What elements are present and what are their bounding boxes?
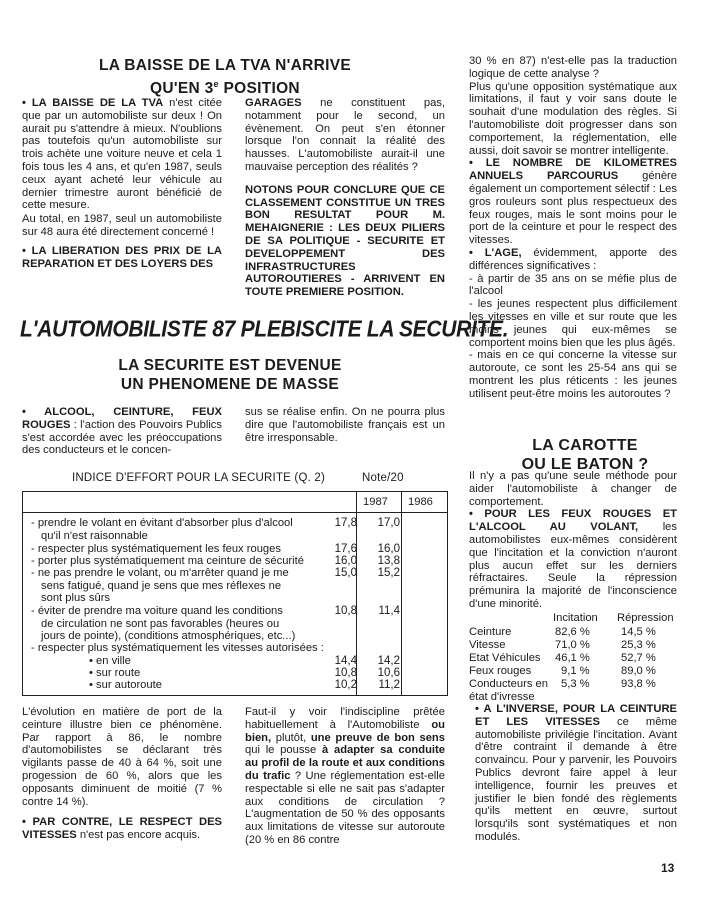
table-cell: 15,0 — [334, 567, 357, 579]
conclusion-paragraph: NOTONS POUR CONCLURE QUE CE CLASSEMENT CONSTITUE UN TRES BON RESULTAT POUR M. MEHAIGNERIE : LES DEUX PILIERS DE SA POLITIQUE - SECURITE ET DEVELOPPEMENT DES INFRASTRUCTURES AUTOROUTIERES - ARRIVENT EN TOUTE PREMIERE POSITION. — [245, 183, 445, 299]
ceinture-paragraph: L'évolution en matière de port de la ceinture illustre bien ce phénomène. Par rapport à 86, le nombre d'automobilistes se déclarant très vigilants passe de 40 à 64 %, soit une progession de 60 %, alors que les opposants diminuent de moitié (7 % contre 14 %). — [22, 706, 222, 808]
age-paragraph: • L'AGE, évidemment, apporte des différences significatives : — [469, 246, 677, 272]
vitesses-paragraph: • PAR CONTRE, LE RESPECT DES VITESSES n'est pas encore acquis. — [22, 816, 222, 842]
table-cell: 15,2 — [377, 567, 400, 579]
col1-top-text — [22, 97, 222, 276]
stats-row: Feux rouges 9,1 % 89,0 % — [469, 665, 656, 677]
top-title-line2: QU'EN 3e POSITION — [150, 79, 300, 98]
col2-mid-text — [245, 406, 445, 450]
table-row: • en ville — [89, 655, 131, 667]
age-bullet-2: - les jeunes respectent plus difficilement les vitesses en ville et sur route que les moins jeunes qui eux-mêmes se comportent moins bien que les plus âgés. — [469, 298, 677, 349]
col1-mid-text — [22, 406, 222, 463]
stats-table — [469, 626, 679, 704]
table-cell: 14,2 — [377, 655, 400, 667]
carotte-title-line1: LA CAROTTE — [532, 437, 638, 454]
table-cell: 10,8 — [334, 667, 357, 679]
col3-lower-text — [469, 470, 677, 611]
methode-paragraph: Il n'y a pas qu'une seule méthode pour aider l'automobiliste à changer de comportement. — [469, 470, 677, 508]
table-cell: 14,4 — [334, 655, 357, 667]
col2-bottom-text — [245, 706, 445, 853]
kilometres-paragraph: • LE NOMBRE DE KILOMETRES ANNUELS PARCOURUS génère également un comportement sélectif : Les gros rouleurs sont plus respectueux des feux rouges, mais le sont moins pour le port de la ceinture et pour le respect des vitesses. — [469, 157, 677, 247]
indiscipline-paragraph: Faut-il y voir l'indiscipline prêtée habituellement à l'Automobiliste ou bien, plutôt, une preuve de bon sens qui le pousse à adapter sa conduite au profil de la route et aux conditions du trafic ? Une réglementation est-elle respectable si elle ne sait pas s'adapter aux conditions de circulation ? L'augmentation de 50 % des opposants aux limitations de vitesse sur autoroute (20 % en 86 contre — [245, 706, 445, 846]
table-row: - ne pas prendre le volant, ou m'arrêter quand je me sens fatigué, quand je sens que mes réflexes ne sont plus sûrs — [31, 567, 289, 605]
table-header-1986: 1986 — [408, 496, 433, 508]
table-cell: 10,6 — [377, 667, 400, 679]
table-row: - porter plus systématiquement ma ceinture de sécurité — [31, 555, 304, 567]
stats-row: Ceinture 82,6 % 14,5 % — [469, 626, 656, 638]
total-paragraph: Au total, en 1987, seul un automobiliste sur 48 aura été directement concerné ! — [22, 213, 222, 238]
table-cell: 10,8 — [334, 605, 357, 617]
carotte-title-line2: OU LE BATON ? — [521, 456, 649, 473]
table-title: INDICE D'EFFORT POUR LA SECURITE (Q. 2) — [72, 472, 326, 484]
table-row: • sur autoroute — [89, 679, 162, 691]
table-cell: 13,8 — [377, 555, 400, 567]
age-bullet-3: - mais en ce qui concerne la vitesse sur autoroute, ce sont les 25-54 ans qui se montrent les plus réticents : les jeunes utilisent peut-être moins les autoroutes ? — [469, 349, 677, 400]
table-cell: 17,0 — [377, 517, 400, 529]
page-number: 13 — [661, 861, 675, 875]
main-banner-title: L'AUTOMOBILISTE 87 PLEBISCITE LA SECURITE. — [20, 317, 509, 342]
table-cell: 17,6 — [334, 543, 357, 555]
inverse-paragraph: • A L'INVERSE, POUR LA CEINTURE ET LES VITESSES ce même automobiliste privilégie l'incitation. Avant d'être contraint il demande à être convaincu. Pour y parvenir, les Pouvoirs Publics devront faire appel à leur intelligence, fournir les preuves et justifier le bien fondé des règlements qu'ils mettent en œuvre, surtout lorsqu'ils sont systématiques et non modulés. — [475, 703, 677, 843]
table-header-1987: 1987 — [363, 496, 388, 508]
table-cell: 16,0 — [377, 543, 400, 555]
col3-final-text — [475, 703, 677, 844]
stats-header-incitation: Incitation — [553, 612, 598, 624]
stats-row: Conducteurs en 5,3 % 93,8 % état d'ivresse — [469, 678, 656, 703]
stats-row: Vitesse 71,0 % 25,3 % — [469, 639, 656, 651]
top-title-line1: LA BAISSE DE LA TVA N'ARRIVE — [98, 57, 352, 74]
security-title-line1: LA SECURITE EST DEVENUE — [118, 357, 342, 374]
table-row: - prendre le volant en évitant d'absorber plus d'alcool qu'il n'est raisonnable — [31, 517, 293, 542]
top-section-title — [60, 56, 390, 98]
col2-top-text — [245, 97, 445, 305]
opposition-paragraph: Plus qu'une opposition systématique aux limitations, il faut y voir sans doute le souhait d'une modulation des règles. Si l'automobiliste doit progresser dans son comportement, la réglementation, elle aussi, doit savoir se montrer intelligente. — [469, 80, 677, 157]
table-cell: 11,2 — [378, 679, 400, 691]
liberation-paragraph: • LA LIBERATION DES PRIX DE LA REPARATION ET DES LOYERS DES — [22, 244, 222, 270]
table-row: • sur route — [89, 667, 141, 679]
table-cell: 16,0 — [334, 555, 357, 567]
age-bullet-1: - à partir de 35 ans on se méfie plus de l'alcool — [469, 272, 677, 298]
analyse-paragraph: 30 % en 87) n'est-elle pas la traduction logique de cette analyse ? — [469, 55, 677, 80]
effort-table — [22, 491, 448, 696]
garages-paragraph: GARAGES ne constituent pas, notamment pour le second, un évènement. On peut s'en étonner lorsque l'on connait la réalité des hausses. L'automobiliste aurait-il une mauvaise perception des réalités ? — [245, 97, 445, 173]
table-row: - respecter plus systématiquement les vitesses autorisées : — [31, 642, 324, 654]
col3-text — [469, 55, 677, 401]
table-row: - éviter de prendre ma voiture quand les conditions de circulation ne sont pas favorables (heures ou jours de pointe), (conditions atmosphériques, etc...) — [31, 605, 296, 643]
feux-rouges-paragraph: • POUR LES FEUX ROUGES ET L'ALCOOL AU VOLANT, les automobilistes eux-mêmes considèrent que l'incitation et la conviction n'auront plus aucun effet sur les derniers réfractaires. Seule la répression prémunira la majorité de l'inconscience d'une minorité. — [469, 508, 677, 610]
stats-row: Etat Véhicules 46,1 % 52,7 % — [469, 652, 656, 664]
table-row: - respecter plus systématiquement les feux rouges — [31, 543, 281, 555]
security-title-line2: UN PHENOMENE DE MASSE — [120, 376, 340, 393]
security-section-title — [80, 356, 380, 394]
table-cell: 11,4 — [378, 605, 400, 617]
tva-paragraph: • LA BAISSE DE LA TVA n'est citée que par un automobiliste sur deux ! On aurait pu s'attendre à mieux. N'oublions pas toutefois qu'un automobiliste sur trois achète une voiture neuve et cela 1 fois tous les 4 ans, et qu'en 1987, seuls ceux ayant acheté leur véhicule au dernier trimestre auront bénéficié de cette mesure. — [22, 97, 222, 212]
col1-bottom-text — [22, 706, 222, 848]
table-cell: 10,2 — [334, 679, 357, 691]
table-note: Note/20 — [362, 472, 404, 484]
alcool-paragraph: • ALCOOL, CEINTURE, FEUX ROUGES : l'action des Pouvoirs Publics s'est accordée avec les préoccupations des conducteurs et le concen- — [22, 406, 222, 457]
table-cell: 17,8 — [334, 517, 357, 529]
consensus-paragraph: sus se réalise enfin. On ne pourra plus dire que l'automobiliste français est un être irresponsable. — [245, 406, 445, 444]
carotte-title — [500, 436, 670, 474]
stats-header-repression: Répression — [617, 612, 674, 624]
